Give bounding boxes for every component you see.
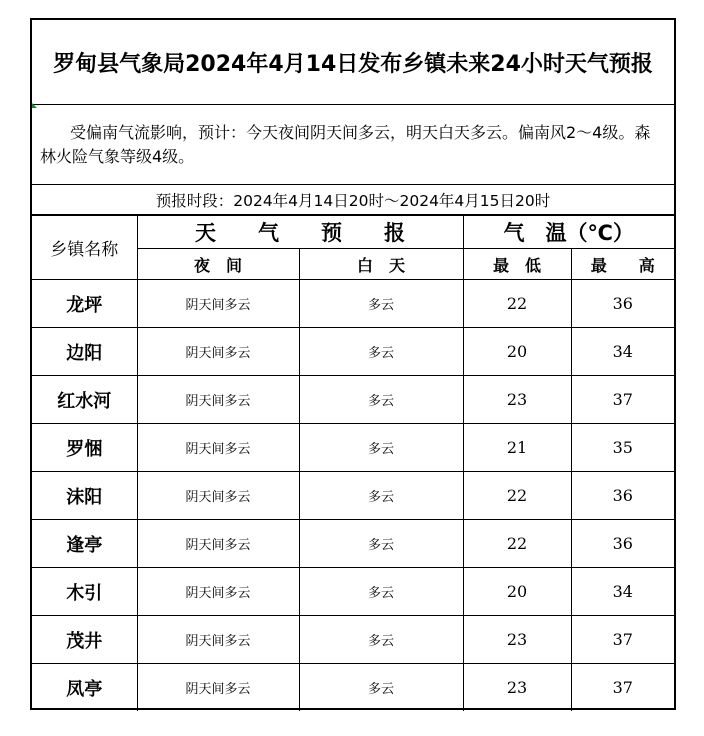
low-temp-cell: 22 [463, 472, 571, 520]
low-temp-cell: 20 [463, 568, 571, 616]
table-row [32, 328, 674, 376]
table-row [32, 616, 674, 664]
table-header-row [32, 216, 674, 249]
low-temp-cell: 20 [463, 328, 571, 376]
town-cell: 木引 [32, 568, 137, 616]
town-cell: 凤亭 [32, 664, 137, 712]
high-temp-cell: 36 [571, 280, 674, 328]
night-weather-cell: 阴天间多云 [137, 376, 299, 424]
day-weather-cell: 多云 [299, 280, 463, 328]
header-night: 夜 间 [137, 249, 299, 280]
low-temp-cell: 23 [463, 616, 571, 664]
table-row [32, 568, 674, 616]
forecast-sheet [30, 18, 676, 710]
header-day: 白 天 [299, 249, 463, 280]
town-cell: 沫阳 [32, 472, 137, 520]
table-row [32, 664, 674, 712]
low-temp-cell: 22 [463, 520, 571, 568]
town-cell: 逢亭 [32, 520, 137, 568]
town-cell: 罗悃 [32, 424, 137, 472]
town-cell: 龙坪 [32, 280, 137, 328]
day-weather-cell: 多云 [299, 424, 463, 472]
forecast-period: 预报时段：2024年4月14日20时～2024年4月15日20时 [32, 186, 674, 215]
town-cell: 红水河 [32, 376, 137, 424]
town-cell: 茂井 [32, 616, 137, 664]
table-row [32, 472, 674, 520]
low-temp-cell: 22 [463, 280, 571, 328]
low-temp-cell: 21 [463, 424, 571, 472]
high-temp-cell: 34 [571, 328, 674, 376]
high-temp-cell: 34 [571, 568, 674, 616]
night-weather-cell: 阴天间多云 [137, 328, 299, 376]
high-temp-cell: 36 [571, 472, 674, 520]
day-weather-cell: 多云 [299, 472, 463, 520]
day-weather-cell: 多云 [299, 568, 463, 616]
high-temp-cell: 37 [571, 376, 674, 424]
day-weather-cell: 多云 [299, 664, 463, 712]
night-weather-cell: 阴天间多云 [137, 664, 299, 712]
low-temp-cell: 23 [463, 664, 571, 712]
high-temp-cell: 37 [571, 616, 674, 664]
night-weather-cell: 阴天间多云 [137, 568, 299, 616]
night-weather-cell: 阴天间多云 [137, 472, 299, 520]
night-weather-cell: 阴天间多云 [137, 520, 299, 568]
forecast-table [32, 215, 674, 711]
high-temp-cell: 37 [571, 664, 674, 712]
high-temp-cell: 35 [571, 424, 674, 472]
day-weather-cell: 多云 [299, 376, 463, 424]
report-title: 罗甸县气象局2024年4月14日发布乡镇未来24小时天气预报 [32, 20, 674, 105]
day-weather-cell: 多云 [299, 616, 463, 664]
table-row [32, 424, 674, 472]
header-high-temp: 最 高 [571, 249, 674, 280]
day-weather-cell: 多云 [299, 520, 463, 568]
header-town-name: 乡镇名称 [32, 216, 137, 280]
town-cell: 边阳 [32, 328, 137, 376]
day-weather-cell: 多云 [299, 328, 463, 376]
table-row [32, 520, 674, 568]
header-low-temp: 最 低 [463, 249, 571, 280]
night-weather-cell: 阴天间多云 [137, 616, 299, 664]
forecast-summary: 受偏南气流影响，预计：今天夜间阴天间多云，明天白天多云。偏南风2～4级。森林火险气象等级4级。 [32, 105, 674, 185]
night-weather-cell: 阴天间多云 [137, 424, 299, 472]
high-temp-cell: 36 [571, 520, 674, 568]
table-row [32, 376, 674, 424]
low-temp-cell: 23 [463, 376, 571, 424]
header-weather-forecast: 天 气 预 报 [137, 216, 463, 249]
header-temperature: 气 温（℃） [463, 216, 674, 249]
table-row [32, 280, 674, 328]
night-weather-cell: 阴天间多云 [137, 280, 299, 328]
